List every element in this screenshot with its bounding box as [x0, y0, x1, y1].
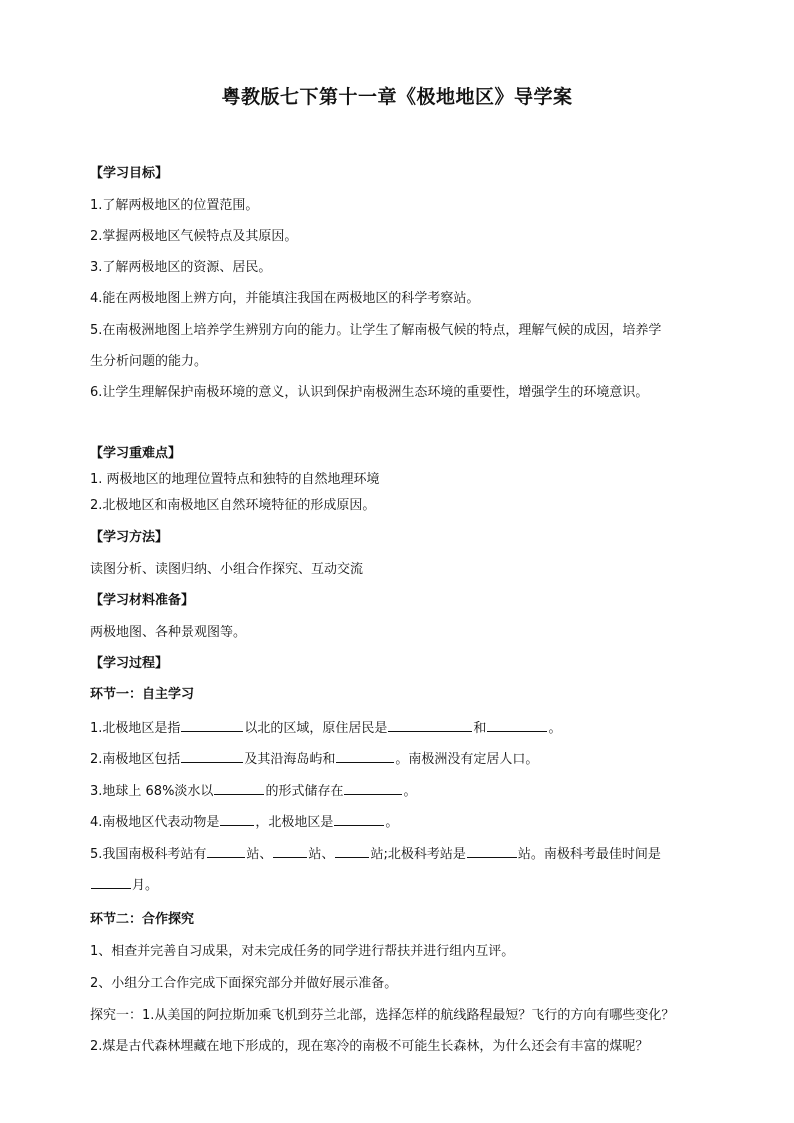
answer-blank[interactable] [344, 782, 402, 795]
goal-item: 1.了解两极地区的位置范围。 [90, 198, 259, 213]
part2-heading: 环节二：合作探究 [90, 912, 195, 927]
answer-blank[interactable] [214, 782, 264, 795]
goal-item: 2.掌握两极地区气候特点及其原因。 [90, 229, 298, 244]
methods-heading: 【学习方法】 [90, 530, 169, 545]
key-point-item: 1. 两极地区的地理位置特点和独特的自然地理环境 [90, 472, 380, 487]
answer-blank[interactable] [207, 845, 245, 858]
key-points-heading: 【学习重难点】 [90, 446, 182, 461]
answer-blank[interactable] [91, 876, 131, 889]
answer-blank[interactable] [487, 719, 547, 732]
answer-blank[interactable] [388, 719, 472, 732]
answer-blank[interactable] [273, 845, 307, 858]
answer-blank[interactable] [220, 813, 254, 826]
question-4: 4.南极地区代表动物是 ，北极地区是 。 [90, 815, 399, 830]
goal-item: 5.在南极洲地图上培养学生辨别方向的能力。让学生了解南极气候的特点，理解气候的成因，培养学 [90, 323, 662, 338]
answer-blank[interactable] [335, 845, 369, 858]
inquiry-question: 探究一：1.从美国的阿拉斯加乘飞机到芬兰北部，选择怎样的航线路程最短？飞行的方向有哪些变化？ [90, 1008, 675, 1023]
answer-blank[interactable] [181, 719, 243, 732]
answer-blank[interactable] [467, 845, 517, 858]
question-3: 3.地球上 68%淡水以 的形式储存在 。 [90, 784, 417, 799]
question-5: 5.我国南极科考站有 站、 站、 站;北极科考站是 站。南极科考最佳时间是 [90, 847, 661, 862]
goal-item: 4.能在两极地图上辨方向，并能填注我国在两极地区的科学考察站。 [90, 291, 480, 306]
methods-text: 读图分析、读图归纳、小组合作探究、互动交流 [90, 562, 364, 577]
materials-text: 两极地图、各种景观图等。 [90, 625, 247, 640]
question-2: 2.南极地区包括 及其沿海岛屿和 。南极洲没有定居人口。 [90, 752, 539, 767]
part2-item: 2、小组分工合作完成下面探究部分并做好展示准备。 [90, 976, 398, 991]
key-point-item: 2.北极地区和南极地区自然环境特征的形成原因。 [90, 498, 376, 513]
answer-blank[interactable] [181, 750, 243, 763]
goal-item: 3.了解两极地区的资源、居民。 [90, 260, 272, 275]
inquiry-question: 2.煤是古代森林埋藏在地下形成的，现在寒冷的南极不可能生长森林，为什么还会有丰富的煤呢？ [90, 1039, 649, 1054]
question-1: 1.北极地区是指 以北的区域，原住居民是 和 。 [90, 721, 562, 736]
goals-heading: 【学习目标】 [90, 166, 169, 181]
answer-blank[interactable] [334, 813, 384, 826]
question-5-continued: 月。 [90, 876, 158, 894]
goal-item: 6.让学生理解保护南极环境的意义，认识到保护南极洲生态环境的重要性，增强学生的环境意识。 [90, 385, 649, 400]
goal-item: 生分析问题的能力。 [90, 354, 208, 369]
part1-heading: 环节一：自主学习 [90, 687, 195, 702]
materials-heading: 【学习材料准备】 [90, 593, 195, 608]
page-title: 粤教版七下第十一章《极地地区》导学案 [221, 86, 573, 108]
answer-blank[interactable] [336, 750, 394, 763]
process-heading: 【学习过程】 [90, 656, 169, 671]
part2-item: 1、相查并完善自习成果，对未完成任务的同学进行帮扶并进行组内互评。 [90, 944, 515, 959]
